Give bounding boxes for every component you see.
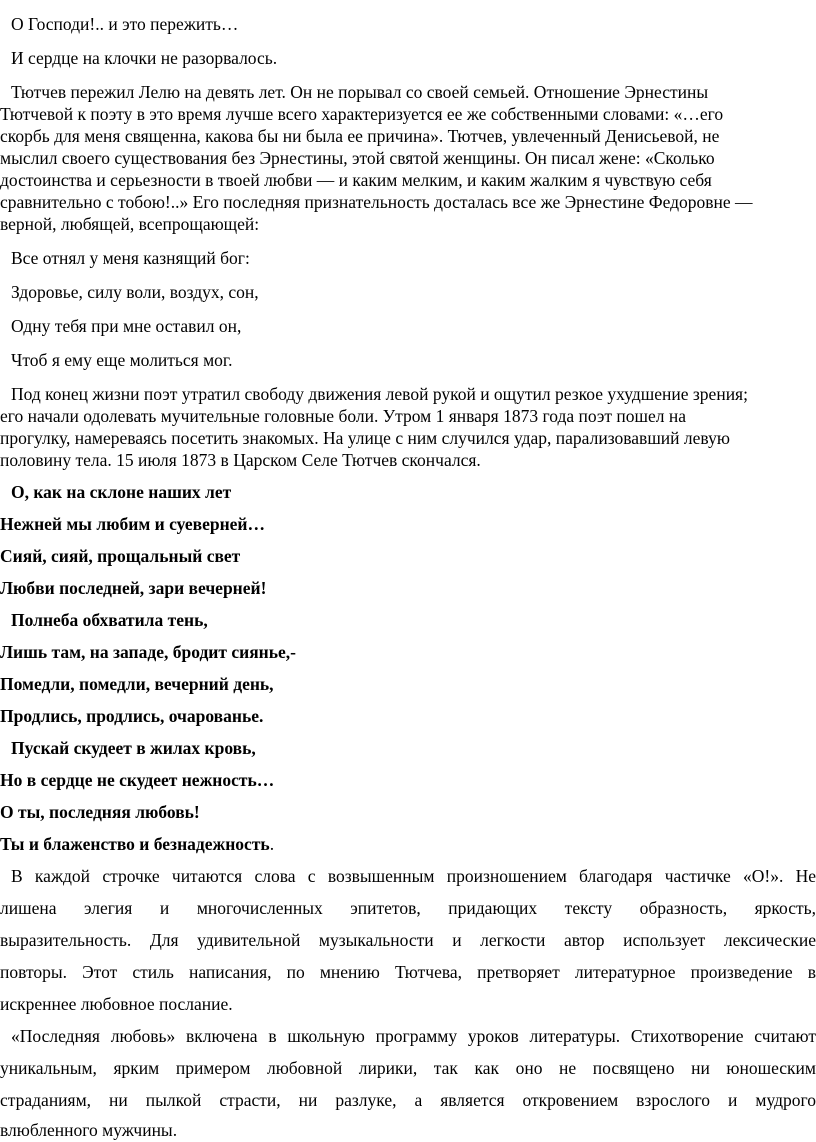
paragraph-line: «Последняя любовь» включена в школьную программу уроков литературы. Стихотворение считают xyxy=(11,1026,816,1046)
paragraph-line: повторы. Этот стиль написания, по мнению Тютчева, претворяет литературное произведение в xyxy=(0,962,816,982)
poem-line: Сияй, сияй, прощальный свет xyxy=(0,546,241,566)
paragraph-line: выразительность. Для удивительной музыкальности и легкости автор использует лексические xyxy=(0,930,816,950)
paragraph-line: половину тела. 15 июля 1873 в Царском Селе Тютчев скончался. xyxy=(0,450,481,470)
poem-line: Лишь там, на западе, бродит сиянье,- xyxy=(0,642,296,662)
verse-line: Здоровье, силу воли, воздух, сон, xyxy=(11,282,259,302)
paragraph-line: В каждой строчке читаются слова с возвышенным произношением благодаря частичке «О!». Не xyxy=(11,866,816,886)
poem-line: О, как на склоне наших лет xyxy=(11,482,232,502)
verse-line: Все отнял у меня казнящий бог: xyxy=(11,248,250,268)
poem-line: Помедли, помедли, вечерний день, xyxy=(0,674,274,694)
poem-line: Продлись, продлись, очарованье. xyxy=(0,706,264,726)
verse-line: О Господи!.. и это пережить… xyxy=(11,14,239,34)
poem-line xyxy=(0,834,816,854)
verse-line: Одну тебя при мне оставил он, xyxy=(11,316,242,336)
paragraph-line: прогулку, намереваясь посетить знакомых. На улице с ним случился удар, парализовавший левую xyxy=(0,428,730,448)
paragraph-line: страданиям, ни пылкой страсти, ни разлуке, а является откровением взрослого и мудрого xyxy=(0,1090,816,1110)
poem-line: О ты, последняя любовь! xyxy=(0,802,200,822)
poem-line-period: . xyxy=(269,834,275,854)
poem-line: Любви последней, зари вечерней! xyxy=(0,578,267,598)
paragraph-line: лишена элегия и многочисленных эпитетов, придающих тексту образность, яркость, xyxy=(0,898,816,918)
paragraph-line: достоинства и серьезности в твоей любви — и каким мелким, и каким жалким я чувствую себя xyxy=(0,170,712,190)
paragraph-line: мыслил своего существования без Эрнестины, этой святой женщины. Он писал жене: «Сколько xyxy=(0,148,715,168)
paragraph-line: Тютчевой к поэту в это время лучше всего характеризуется ее же собственными словами: «…его xyxy=(0,104,724,124)
paragraph-line: влюбленного мужчины. xyxy=(0,1120,178,1140)
paragraph-line: верной, любящей, всепрощающей: xyxy=(0,214,260,234)
paragraph-line: скорбь для меня священна, какова бы ни была ее причина». Тютчев, увлеченный Денисьевой, не xyxy=(0,126,720,146)
paragraph-line: Тютчев пережил Лелю на девять лет. Он не порывал со своей семьей. Отношение Эрнестины xyxy=(11,82,709,102)
paragraph-line: его начали одолевать мучительные головные боли. Утром 1 января 1873 года поэт пошел на xyxy=(0,406,686,426)
verse-line: Чтоб я ему еще молиться мог. xyxy=(11,350,233,370)
poem-line: Но в сердце не скудеет нежность… xyxy=(0,770,275,790)
poem-line: Пускай скудеет в жилах кровь, xyxy=(11,738,256,758)
paragraph-line: сравнительно с тобою!..» Его последняя признательность досталась все же Эрнестине Федоровне — xyxy=(0,192,753,212)
paragraph-line: искреннее любовное послание. xyxy=(0,994,233,1014)
poem-line: Полнеба обхватила тень, xyxy=(11,610,208,630)
poem-line-text: Ты и блаженство и безнадежность xyxy=(0,834,270,854)
verse-line: И сердце на клочки не разорвалось. xyxy=(11,48,278,68)
poem-line: Нежней мы любим и суеверней… xyxy=(0,514,266,534)
paragraph-line: уникальным, ярким примером любовной лирики, так как оно не посвящено ни юношеским xyxy=(0,1058,816,1078)
paragraph-line: Под конец жизни поэт утратил свободу движения левой рукой и ощутил резкое ухудшение зрения; xyxy=(11,384,748,404)
